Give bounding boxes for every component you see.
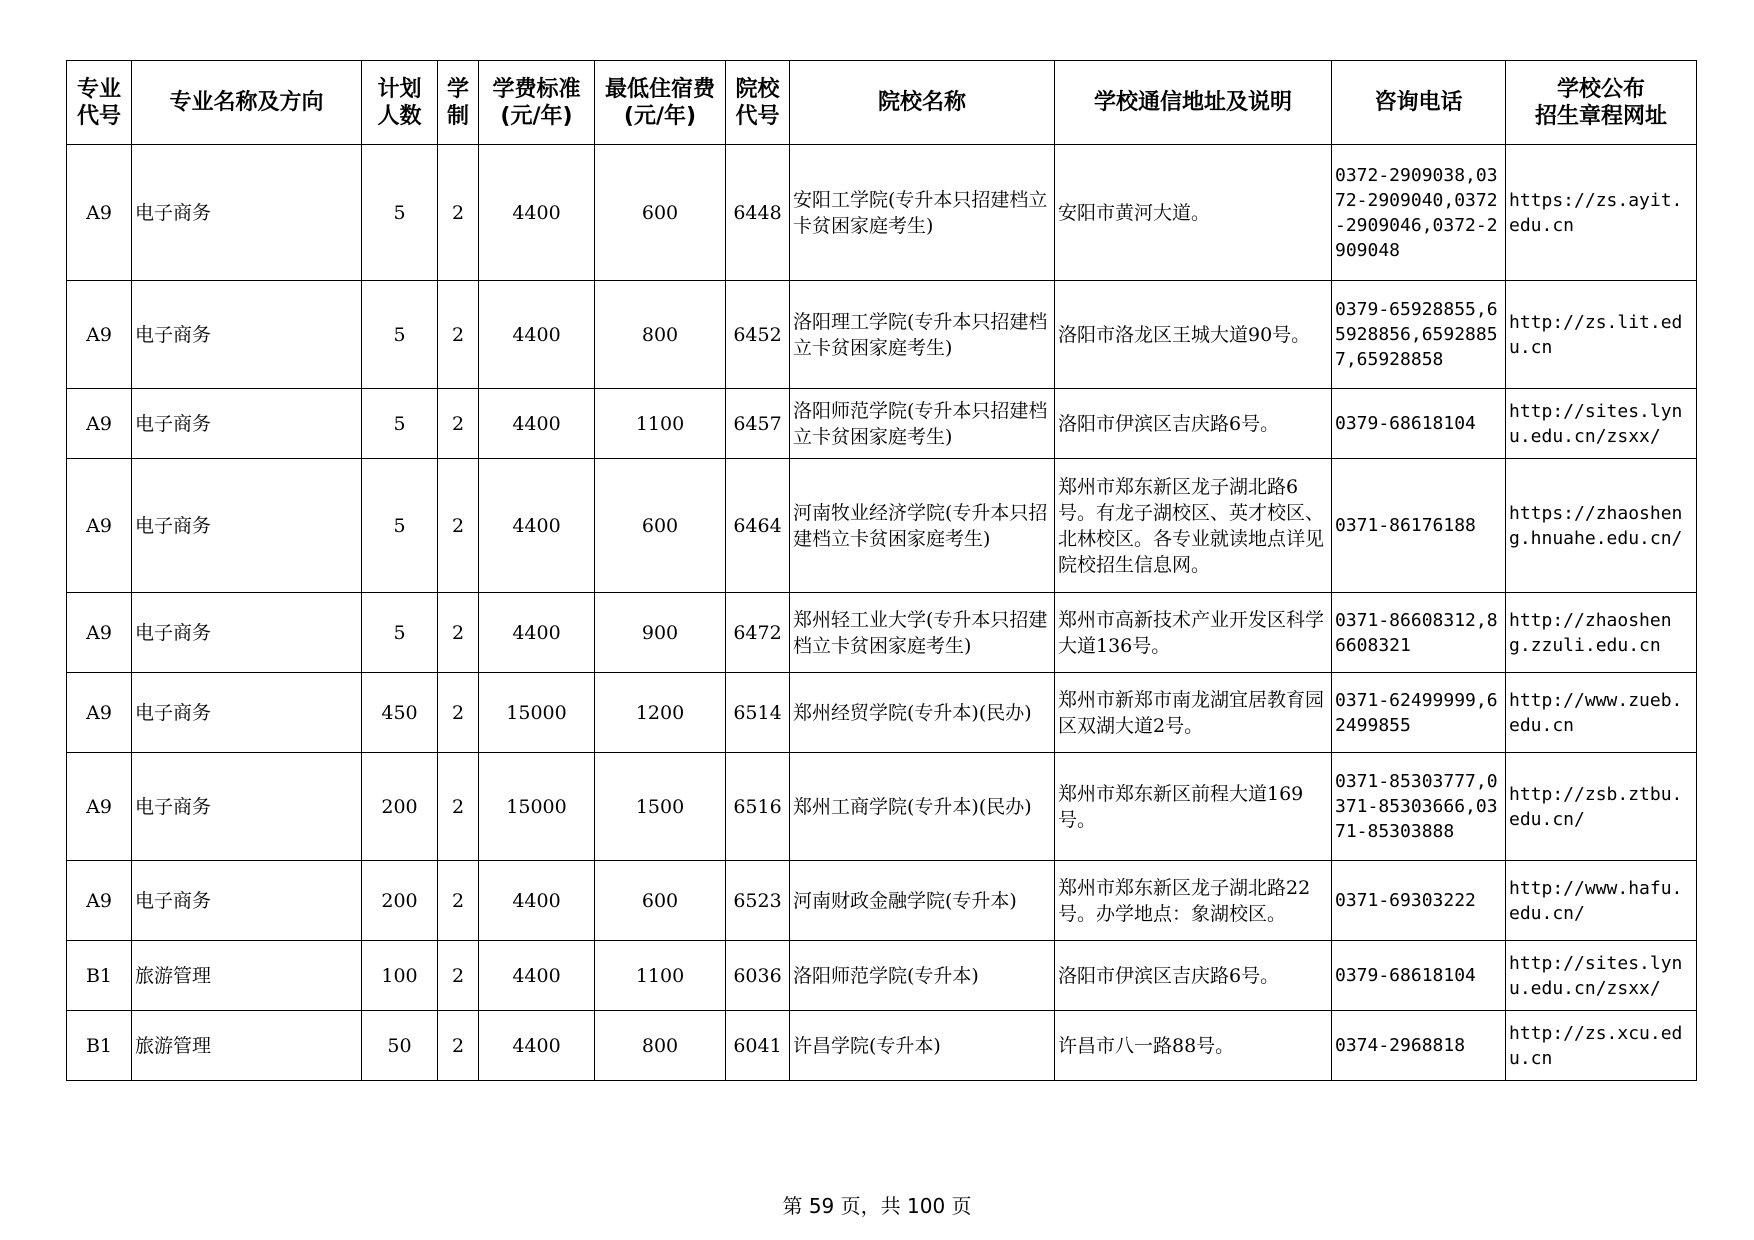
table-row [67,389,1697,459]
cell-plan-count: 5 [362,593,438,673]
cell-address: 许昌市八一路88号。 [1055,1011,1332,1081]
cell-phone: 0379-68618104 [1332,941,1506,1011]
header-plan-count: 计划 人数 [362,61,438,145]
cell-tuition: 15000 [479,753,595,861]
cell-major-name: 电子商务 [132,145,362,281]
header-website: 学校公布 招生章程网址 [1506,61,1697,145]
cell-years: 2 [438,753,479,861]
cell-phone: 0371-85303777,0371-85303666,0371-85303888 [1332,753,1506,861]
cell-school-name: 郑州经贸学院(专升本)(民办) [790,673,1055,753]
cell-address: 郑州市新郑市南龙湖宜居教育园区双湖大道2号。 [1055,673,1332,753]
cell-school-name: 郑州轻工业大学(专升本只招建档立卡贫困家庭考生) [790,593,1055,673]
cell-major-name: 电子商务 [132,389,362,459]
cell-years: 2 [438,459,479,593]
cell-website[interactable]: http://zs.xcu.edu.cn [1506,1011,1697,1081]
table-row [67,1011,1697,1081]
cell-major-name: 电子商务 [132,861,362,941]
cell-dorm-fee: 800 [595,281,726,389]
cell-dorm-fee: 600 [595,459,726,593]
header-phone: 咨询电话 [1332,61,1506,145]
cell-plan-count: 5 [362,281,438,389]
cell-website[interactable]: http://zsb.ztbu.edu.cn/ [1506,753,1697,861]
cell-years: 2 [438,673,479,753]
cell-address: 洛阳市伊滨区吉庆路6号。 [1055,941,1332,1011]
cell-dorm-fee: 600 [595,861,726,941]
header-major-name: 专业名称及方向 [132,61,362,145]
cell-address: 洛阳市伊滨区吉庆路6号。 [1055,389,1332,459]
admission-table [66,60,1697,1081]
cell-school-name: 洛阳师范学院(专升本只招建档立卡贫困家庭考生) [790,389,1055,459]
cell-website[interactable]: http://www.zueb.edu.cn [1506,673,1697,753]
cell-tuition: 4400 [479,459,595,593]
cell-years: 2 [438,145,479,281]
cell-dorm-fee: 1100 [595,389,726,459]
cell-school-code: 6452 [726,281,790,389]
cell-years: 2 [438,861,479,941]
cell-school-name: 郑州工商学院(专升本)(民办) [790,753,1055,861]
table-row [67,941,1697,1011]
cell-school-name: 许昌学院(专升本) [790,1011,1055,1081]
cell-phone: 0371-62499999,62499855 [1332,673,1506,753]
cell-years: 2 [438,389,479,459]
cell-school-name: 河南牧业经济学院(专升本只招建档立卡贫困家庭考生) [790,459,1055,593]
cell-website[interactable]: http://sites.lynu.edu.cn/zsxx/ [1506,389,1697,459]
cell-plan-count: 50 [362,1011,438,1081]
cell-major-code: A9 [67,593,132,673]
cell-school-code: 6448 [726,145,790,281]
cell-plan-count: 200 [362,753,438,861]
header-school-name: 院校名称 [790,61,1055,145]
cell-school-code: 6514 [726,673,790,753]
cell-major-name: 电子商务 [132,753,362,861]
table-row [67,673,1697,753]
cell-tuition: 4400 [479,145,595,281]
cell-website[interactable]: https://zhaosheng.hnuahe.edu.cn/ [1506,459,1697,593]
cell-school-code: 6457 [726,389,790,459]
cell-major-name: 旅游管理 [132,1011,362,1081]
cell-tuition: 15000 [479,673,595,753]
cell-website[interactable]: https://zs.ayit.edu.cn [1506,145,1697,281]
cell-years: 2 [438,281,479,389]
header-address: 学校通信地址及说明 [1055,61,1332,145]
cell-tuition: 4400 [479,941,595,1011]
cell-major-name: 旅游管理 [132,941,362,1011]
cell-major-code: A9 [67,753,132,861]
cell-major-code: A9 [67,459,132,593]
cell-plan-count: 5 [362,389,438,459]
cell-major-code: B1 [67,1011,132,1081]
cell-website[interactable]: http://www.hafu.edu.cn/ [1506,861,1697,941]
page-number: 第 59 页，共 100 页 [782,1194,972,1218]
cell-dorm-fee: 1100 [595,941,726,1011]
header-row [67,61,1697,145]
table-row [67,281,1697,389]
cell-phone: 0379-65928855,65928856,65928857,65928858 [1332,281,1506,389]
table-row [67,459,1697,593]
cell-major-name: 电子商务 [132,281,362,389]
cell-major-code: B1 [67,941,132,1011]
cell-tuition: 4400 [479,593,595,673]
cell-plan-count: 5 [362,145,438,281]
cell-school-code: 6036 [726,941,790,1011]
cell-major-code: A9 [67,281,132,389]
cell-phone: 0379-68618104 [1332,389,1506,459]
cell-school-code: 6464 [726,459,790,593]
cell-years: 2 [438,941,479,1011]
cell-dorm-fee: 600 [595,145,726,281]
cell-major-code: A9 [67,389,132,459]
cell-major-code: A9 [67,673,132,753]
cell-phone: 0372-2909038,0372-2909040,0372-2909046,0372-2909048 [1332,145,1506,281]
cell-phone: 0371-86608312,86608321 [1332,593,1506,673]
cell-plan-count: 200 [362,861,438,941]
cell-major-code: A9 [67,861,132,941]
table-row [67,861,1697,941]
cell-plan-count: 100 [362,941,438,1011]
cell-dorm-fee: 1200 [595,673,726,753]
cell-school-name: 洛阳师范学院(专升本) [790,941,1055,1011]
cell-school-code: 6041 [726,1011,790,1081]
cell-website[interactable]: http://zhaosheng.zzuli.edu.cn [1506,593,1697,673]
header-tuition: 学费标准 (元/年) [479,61,595,145]
cell-phone: 0374-2968818 [1332,1011,1506,1081]
cell-dorm-fee: 900 [595,593,726,673]
header-school-code: 院校 代号 [726,61,790,145]
table-row [67,593,1697,673]
cell-years: 2 [438,593,479,673]
cell-tuition: 4400 [479,281,595,389]
cell-tuition: 4400 [479,389,595,459]
header-years: 学 制 [438,61,479,145]
cell-school-code: 6472 [726,593,790,673]
table-row [67,753,1697,861]
cell-website[interactable]: http://sites.lynu.edu.cn/zsxx/ [1506,941,1697,1011]
cell-website[interactable]: http://zs.lit.edu.cn [1506,281,1697,389]
header-major-code: 专业 代号 [67,61,132,145]
cell-school-code: 6523 [726,861,790,941]
cell-major-name: 电子商务 [132,459,362,593]
cell-major-name: 电子商务 [132,673,362,753]
cell-address: 洛阳市洛龙区王城大道90号。 [1055,281,1332,389]
table-row [67,145,1697,281]
cell-plan-count: 450 [362,673,438,753]
cell-address: 郑州市高新技术产业开发区科学大道136号。 [1055,593,1332,673]
cell-dorm-fee: 1500 [595,753,726,861]
cell-tuition: 4400 [479,1011,595,1081]
header-dorm-fee: 最低住宿费 (元/年) [595,61,726,145]
cell-major-code: A9 [67,145,132,281]
cell-dorm-fee: 800 [595,1011,726,1081]
cell-school-name: 河南财政金融学院(专升本) [790,861,1055,941]
cell-phone: 0371-86176188 [1332,459,1506,593]
cell-address: 安阳市黄河大道。 [1055,145,1332,281]
cell-address: 郑州市郑东新区前程大道169号。 [1055,753,1332,861]
cell-tuition: 4400 [479,861,595,941]
cell-school-code: 6516 [726,753,790,861]
cell-plan-count: 5 [362,459,438,593]
cell-address: 郑州市郑东新区龙子湖北路22号。办学地点：象湖校区。 [1055,861,1332,941]
cell-school-name: 洛阳理工学院(专升本只招建档立卡贫困家庭考生) [790,281,1055,389]
cell-school-name: 安阳工学院(专升本只招建档立卡贫困家庭考生) [790,145,1055,281]
cell-major-name: 电子商务 [132,593,362,673]
cell-address: 郑州市郑东新区龙子湖北路6号。有龙子湖校区、英才校区、北林校区。各专业就读地点详见院校招生信息网。 [1055,459,1332,593]
cell-phone: 0371-69303222 [1332,861,1506,941]
cell-years: 2 [438,1011,479,1081]
